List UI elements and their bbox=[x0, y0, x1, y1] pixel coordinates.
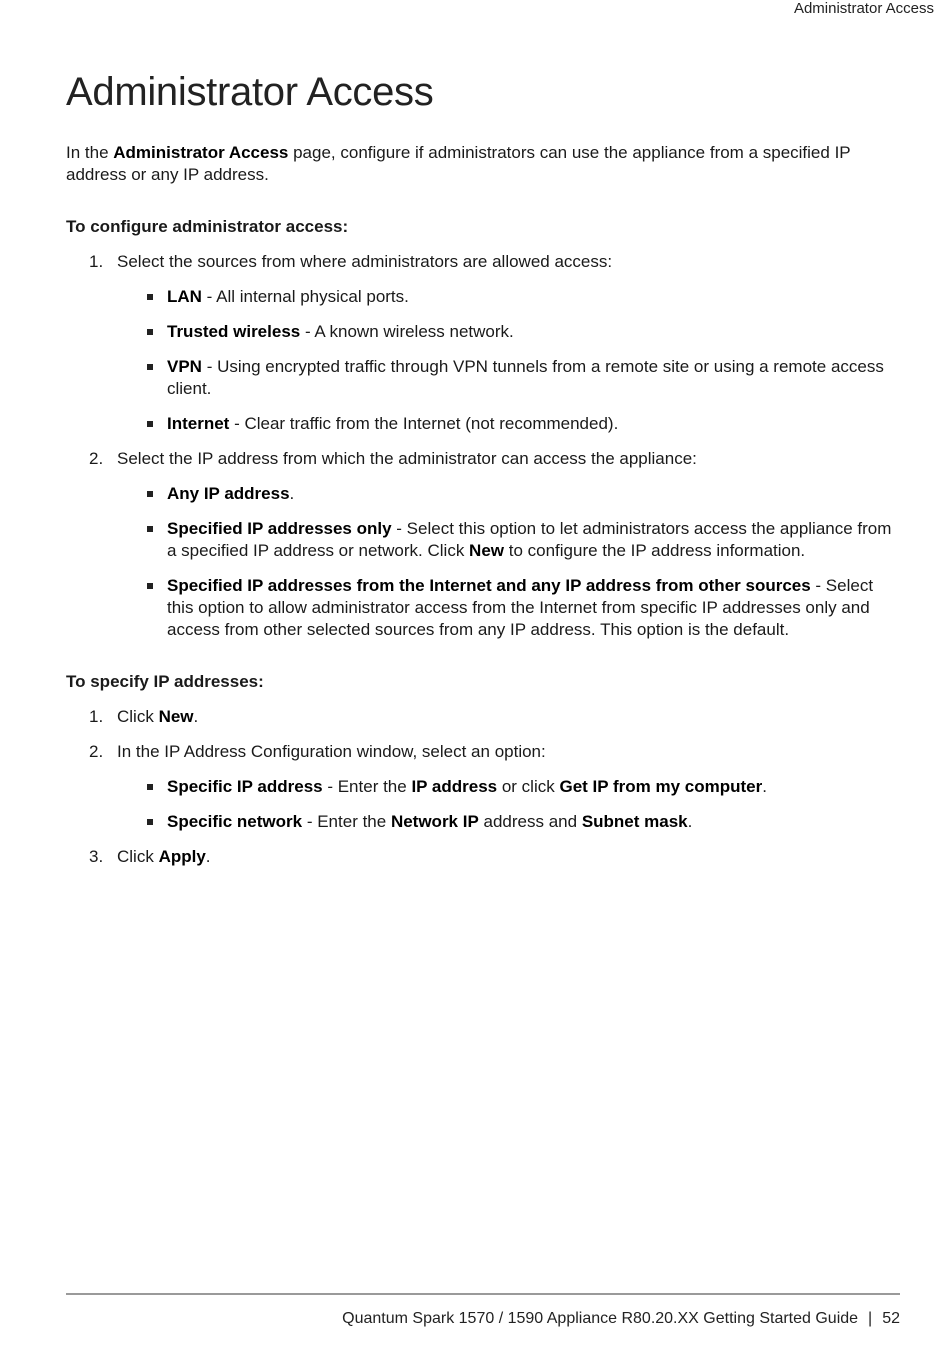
bullet-text: . bbox=[289, 484, 295, 503]
bullet-term: Specified IP addresses from the Internet and any IP address from other sources bbox=[167, 576, 811, 595]
footer-guide-title: Quantum Spark 1570 / 1590 Appliance R80.20.XX Getting Started Guide bbox=[342, 1310, 859, 1327]
bullet-term: Get IP from my computer bbox=[559, 777, 763, 796]
list-item bbox=[117, 356, 900, 400]
step-number: 1. bbox=[89, 252, 104, 271]
bullet-term: VPN bbox=[167, 357, 202, 376]
list-item bbox=[117, 776, 900, 798]
section-heading-specify: To specify IP addresses: bbox=[66, 672, 264, 691]
page-number: 52 bbox=[882, 1310, 900, 1327]
config-option-list bbox=[117, 776, 900, 833]
bullet-text: - All internal physical ports. bbox=[201, 287, 409, 306]
step-term: New bbox=[158, 707, 194, 726]
bullet-text: - Select this option to allow administrator access from the Internet from specific IP addresses only and access from other selected sources from any IP address. This option is the default. bbox=[167, 576, 874, 639]
page-footer bbox=[342, 1310, 900, 1328]
footer-divider bbox=[66, 1293, 900, 1295]
intro-paragraph bbox=[66, 142, 900, 186]
step-number: 2. bbox=[89, 449, 104, 468]
footer-separator: | bbox=[868, 1310, 873, 1327]
list-item bbox=[117, 321, 900, 343]
step-item bbox=[66, 706, 900, 728]
step-text: Select the sources from where administrators are allowed access: bbox=[117, 252, 613, 271]
list-item bbox=[117, 811, 900, 833]
step-text: . bbox=[193, 707, 199, 726]
bullet-term: Specified IP addresses only bbox=[167, 519, 392, 538]
step-item bbox=[66, 251, 900, 435]
bullet-term: Specific IP address bbox=[167, 777, 323, 796]
list-item bbox=[117, 575, 900, 641]
bullet-term: Trusted wireless bbox=[167, 322, 301, 341]
step-text: Select the IP address from which the administrator can access the appliance: bbox=[117, 449, 697, 468]
list-item bbox=[117, 286, 900, 308]
bullet-term: IP address bbox=[411, 777, 498, 796]
step-text: Click bbox=[117, 707, 159, 726]
bullet-text: - Using encrypted traffic through VPN tunnels from a remote site or using a remote access client. bbox=[167, 357, 884, 398]
step-item bbox=[66, 741, 900, 833]
page-content bbox=[66, 66, 900, 868]
ip-option-list bbox=[117, 483, 900, 641]
intro-bold: Administrator Access bbox=[113, 143, 289, 162]
bullet-term: Specific network bbox=[167, 812, 303, 831]
bullet-term: New bbox=[469, 541, 505, 560]
step-number: 3. bbox=[89, 847, 104, 866]
bullet-term: Network IP bbox=[390, 812, 479, 831]
running-header: Administrator Access bbox=[793, 0, 934, 17]
step-term: Apply bbox=[158, 847, 206, 866]
bullet-term: LAN bbox=[167, 287, 202, 306]
list-item bbox=[117, 413, 900, 435]
bullet-text: - Enter the bbox=[302, 812, 391, 831]
configure-steps bbox=[66, 251, 900, 641]
bullet-text: - A known wireless network. bbox=[300, 322, 514, 341]
bullet-text: . bbox=[687, 812, 693, 831]
bullet-text: . bbox=[762, 777, 767, 796]
bullet-term: Internet bbox=[167, 414, 230, 433]
list-item bbox=[117, 518, 900, 562]
list-item bbox=[117, 483, 900, 505]
page-title: Administrator Access bbox=[66, 70, 434, 114]
step-text: In the IP Address Configuration window, select an option: bbox=[117, 742, 546, 761]
specify-steps bbox=[66, 706, 900, 868]
bullet-text: or click bbox=[497, 777, 560, 796]
step-item bbox=[66, 448, 900, 641]
bullet-term: Subnet mask bbox=[581, 812, 688, 831]
step-item bbox=[66, 846, 900, 868]
bullet-text: - Clear traffic from the Internet (not recommended). bbox=[229, 414, 619, 433]
step-number: 2. bbox=[89, 742, 104, 761]
step-text: Click bbox=[117, 847, 159, 866]
source-list bbox=[117, 286, 900, 435]
section-heading-configure: To configure administrator access: bbox=[66, 217, 349, 236]
step-number: 1. bbox=[89, 707, 104, 726]
bullet-text: - Select this option to let administrators access the appliance from a specified IP address or network. Click bbox=[167, 519, 892, 560]
bullet-term: Any IP address bbox=[167, 484, 290, 503]
intro-post: page, configure if administrators can use the appliance from a specified IP address or any IP address. bbox=[66, 143, 851, 184]
step-text: . bbox=[205, 847, 211, 866]
bullet-text: address and bbox=[478, 812, 582, 831]
bullet-text: to configure the IP address information. bbox=[504, 541, 806, 560]
intro-pre: In the bbox=[66, 143, 114, 162]
bullet-text: - Enter the bbox=[322, 777, 412, 796]
